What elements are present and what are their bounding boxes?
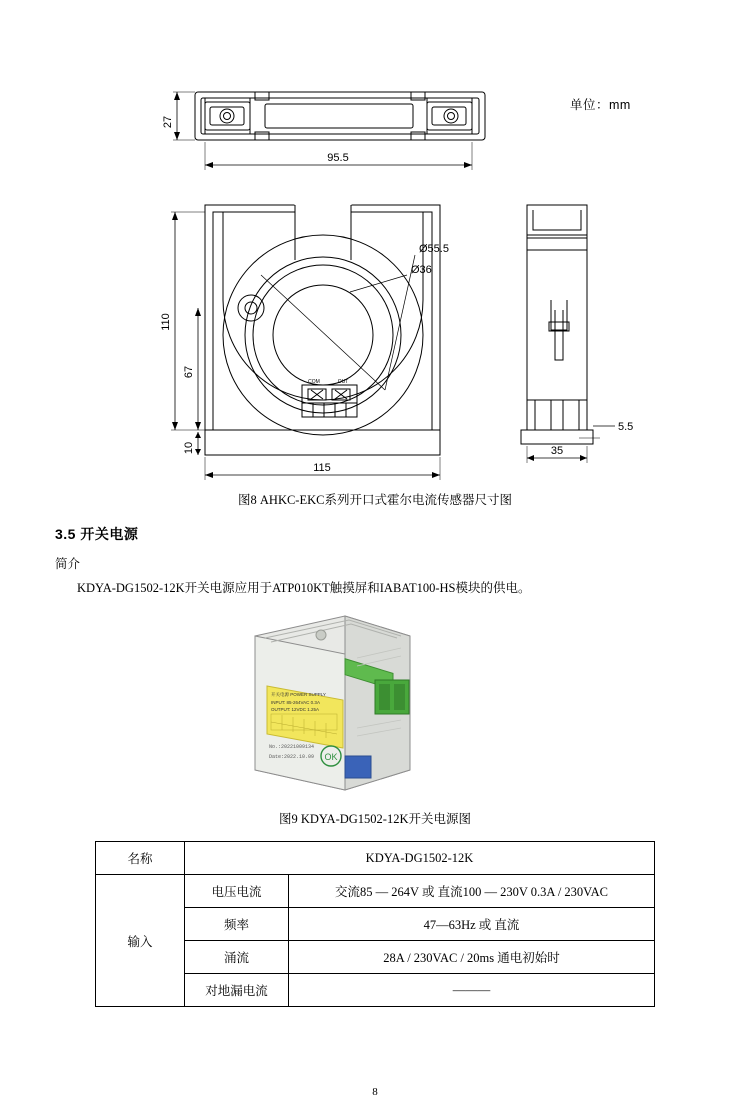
- intro-label: 简介: [55, 557, 81, 571]
- dim-top-height: 27: [162, 115, 174, 129]
- row-value: ———: [289, 974, 655, 1007]
- page-number: 8: [372, 1086, 378, 1098]
- production-date: Date:2022.10.09: [269, 754, 315, 760]
- row-label-input: 输入: [96, 875, 185, 1007]
- dim-side-width: 35: [550, 445, 564, 457]
- ok-stamp: OK: [324, 752, 338, 762]
- terminal-label-out: OUT: [337, 379, 349, 385]
- dimension-drawing-svg: [55, 60, 695, 490]
- row-sub: 电压电流: [185, 875, 289, 908]
- row-sub: 频率: [185, 908, 289, 941]
- power-supply-illustration: [225, 608, 545, 808]
- table-row: [96, 875, 655, 908]
- figure-9-caption: 图9 KDYA-DG1502-12K开关电源图: [278, 812, 471, 826]
- label-title: 开关电源 POWER SUPPLY: [271, 692, 326, 697]
- dim-front-width: 115: [313, 462, 331, 474]
- row-value: KDYA-DG1502-12K: [185, 842, 655, 875]
- table-row: [96, 842, 655, 875]
- section-heading: 3.5 开关电源: [55, 526, 139, 542]
- row-label: 名称: [96, 842, 185, 875]
- row-value: 28A / 230VAC / 20ms 通电初始时: [289, 941, 655, 974]
- row-sub: 对地漏电流: [185, 974, 289, 1007]
- figure-8-caption: 图8 AHKC-EKC系列开口式霍尔电流传感器尺寸图: [238, 493, 512, 507]
- dim-side-small: 5.5: [618, 421, 634, 433]
- serial-number: No.:20221009134: [269, 744, 315, 750]
- document-page: [0, 60, 750, 1120]
- label-line2: OUTPUT: 12VDC 1.25A: [271, 707, 320, 712]
- intro-text: KDYA-DG1502-12K开关电源应用于ATP010KT触摸屏和IABAT100-HS模块的供电。: [77, 581, 531, 595]
- dim-hole-outer: Ø55.5: [419, 243, 449, 255]
- dim-hole-inner: Ø36: [411, 264, 432, 276]
- label-line1: INPUT: 85-264VAC 0.3A: [271, 700, 320, 705]
- terminal-label-com: COM: [308, 379, 320, 385]
- unit-label: 单位：mm: [570, 98, 631, 112]
- dim-front-height-inner: 67: [183, 365, 195, 379]
- row-sub: 涌流: [185, 941, 289, 974]
- dim-top-width: 95.5: [327, 152, 349, 164]
- figure-9-photo: [55, 604, 695, 809]
- dim-front-foot: 10: [183, 441, 195, 455]
- dim-front-height-outer: 110: [160, 313, 172, 331]
- spec-table: [95, 841, 655, 1007]
- row-value: 47—63Hz 或 直流: [289, 908, 655, 941]
- figure-8-drawing: [55, 60, 695, 490]
- row-value: 交流85 — 264V 或 直流100 — 230V 0.3A / 230VAC: [289, 875, 655, 908]
